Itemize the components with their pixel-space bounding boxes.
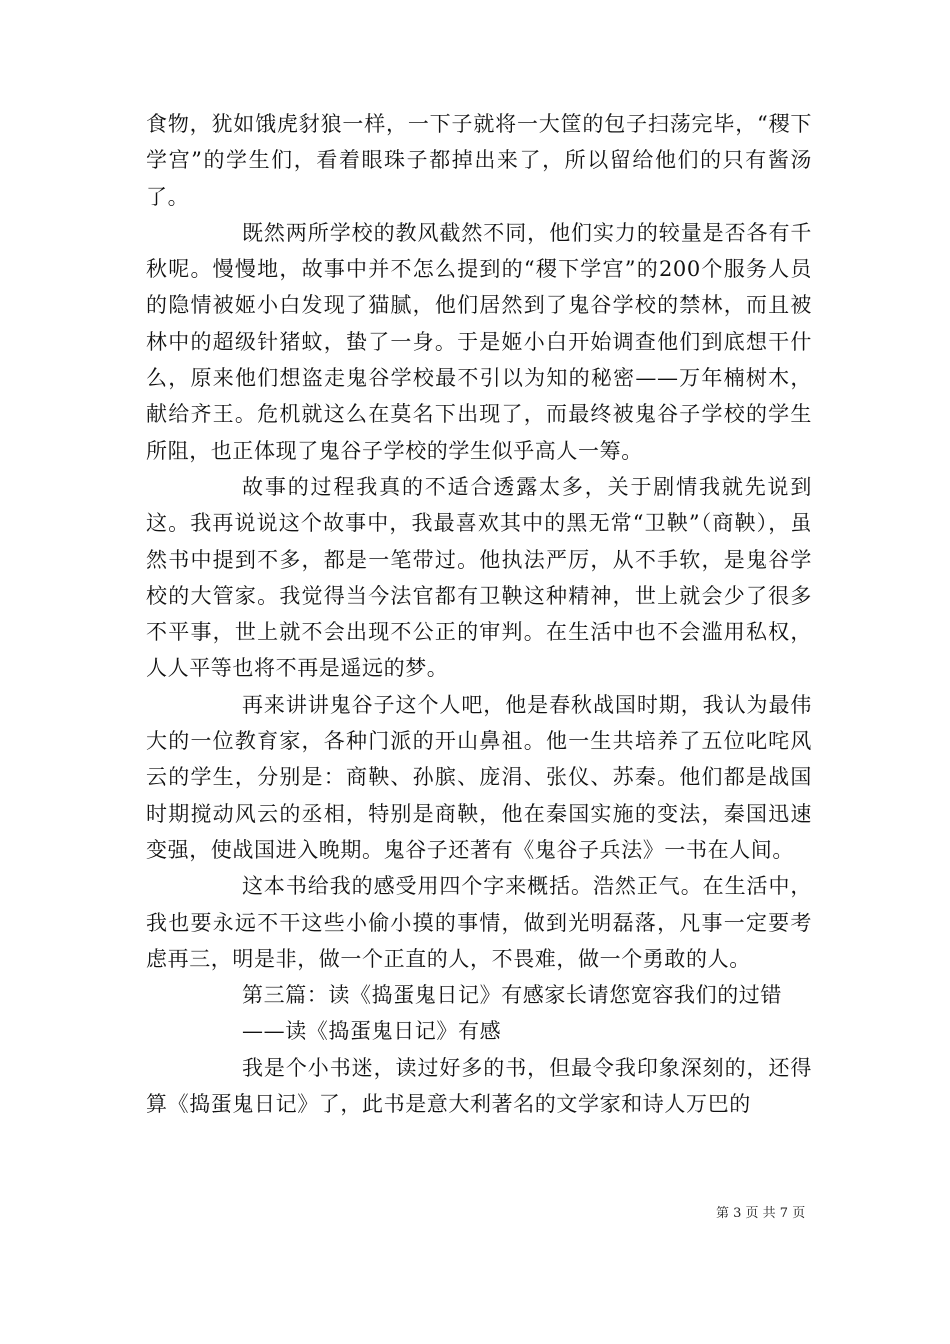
- paragraph-rivalry: 既然两所学校的教风截然不同，他们实力的较量是否各有千秋呢。慢慢地，故事中并不怎么提到的“稷下学宫”的200个服务人员的隐情被姬小白发现了猫腻，他们居然到了鬼谷学校的禁林，而且被林中的超级针猪蚊，蛰了一身。于是姬小白开始调查他们到底想干什么，原来他们想盗走鬼谷学校最不引以为知的秘密——万年楠树木，献给齐王。危机就这么在莫名下出现了，而最终被鬼谷子学校的学生所阻，也正体现了鬼谷子学校的学生似乎高人一筹。: [146, 220, 812, 463]
- section-title: 第三篇：读《捣蛋鬼日记》有感家长请您宽容我们的过错: [242, 983, 782, 1008]
- paragraph-guiguzi: 再来讲讲鬼谷子这个人吧，他是春秋战国时期，我认为最伟大的一位教育家，各种门派的开山鼻祖。他一生共培养了五位叱咤风云的学生，分别是：商鞅、孙膑、庞涓、张仪、苏秦。他们都是战国时期搅动风云的丞相，特别是商鞅，他在秦国实施的变法，秦国迅速变强，使战国进入晚期。鬼谷子还著有《鬼谷子兵法》一书在人间。: [146, 692, 812, 862]
- page-number-footer: 第 3 页 共 7 页: [716, 1206, 806, 1221]
- paragraph-closing: 我是个小书迷，读过好多的书，但最令我印象深刻的，还得算《捣蛋鬼日记》了，此书是意大利著名的文学家和诗人万巴的: [146, 1055, 812, 1117]
- paragraph-weiyang: 故事的过程我真的不适合透露太多，关于剧情我就先说到这。我再说说这个故事中，我最喜欢其中的黑无常“卫鞅”（商鞅），虽然书中提到不多，都是一笔带过。他执法严厉，从不手软，是鬼谷学校的大管家。我觉得当今法官都有卫鞅这种精神，世上就会少了很多不平事，世上就不会出现不公正的审判。在生活中也不会滥用私权，人人平等也将不再是遥远的梦。: [146, 474, 812, 681]
- paragraph-continuation: 食物，犹如饿虎豺狼一样，一下子就将一大筐的包子扫荡完毕，“稷下学宫”的学生们，看着眼珠子都掉出来了，所以留给他们的只有酱汤了。: [146, 112, 812, 209]
- paragraph-conclusion: 这本书给我的感受用四个字来概括。浩然正气。在生活中，我也要永远不干这些小偷小摸的事情，做到光明磊落，凡事一定要考虑再三，明是非，做一个正直的人，不畏难，做一个勇敢的人。: [146, 874, 812, 971]
- section-subtitle: ——读《捣蛋鬼日记》有感: [242, 1019, 502, 1044]
- body-text: [146, 106, 812, 1122]
